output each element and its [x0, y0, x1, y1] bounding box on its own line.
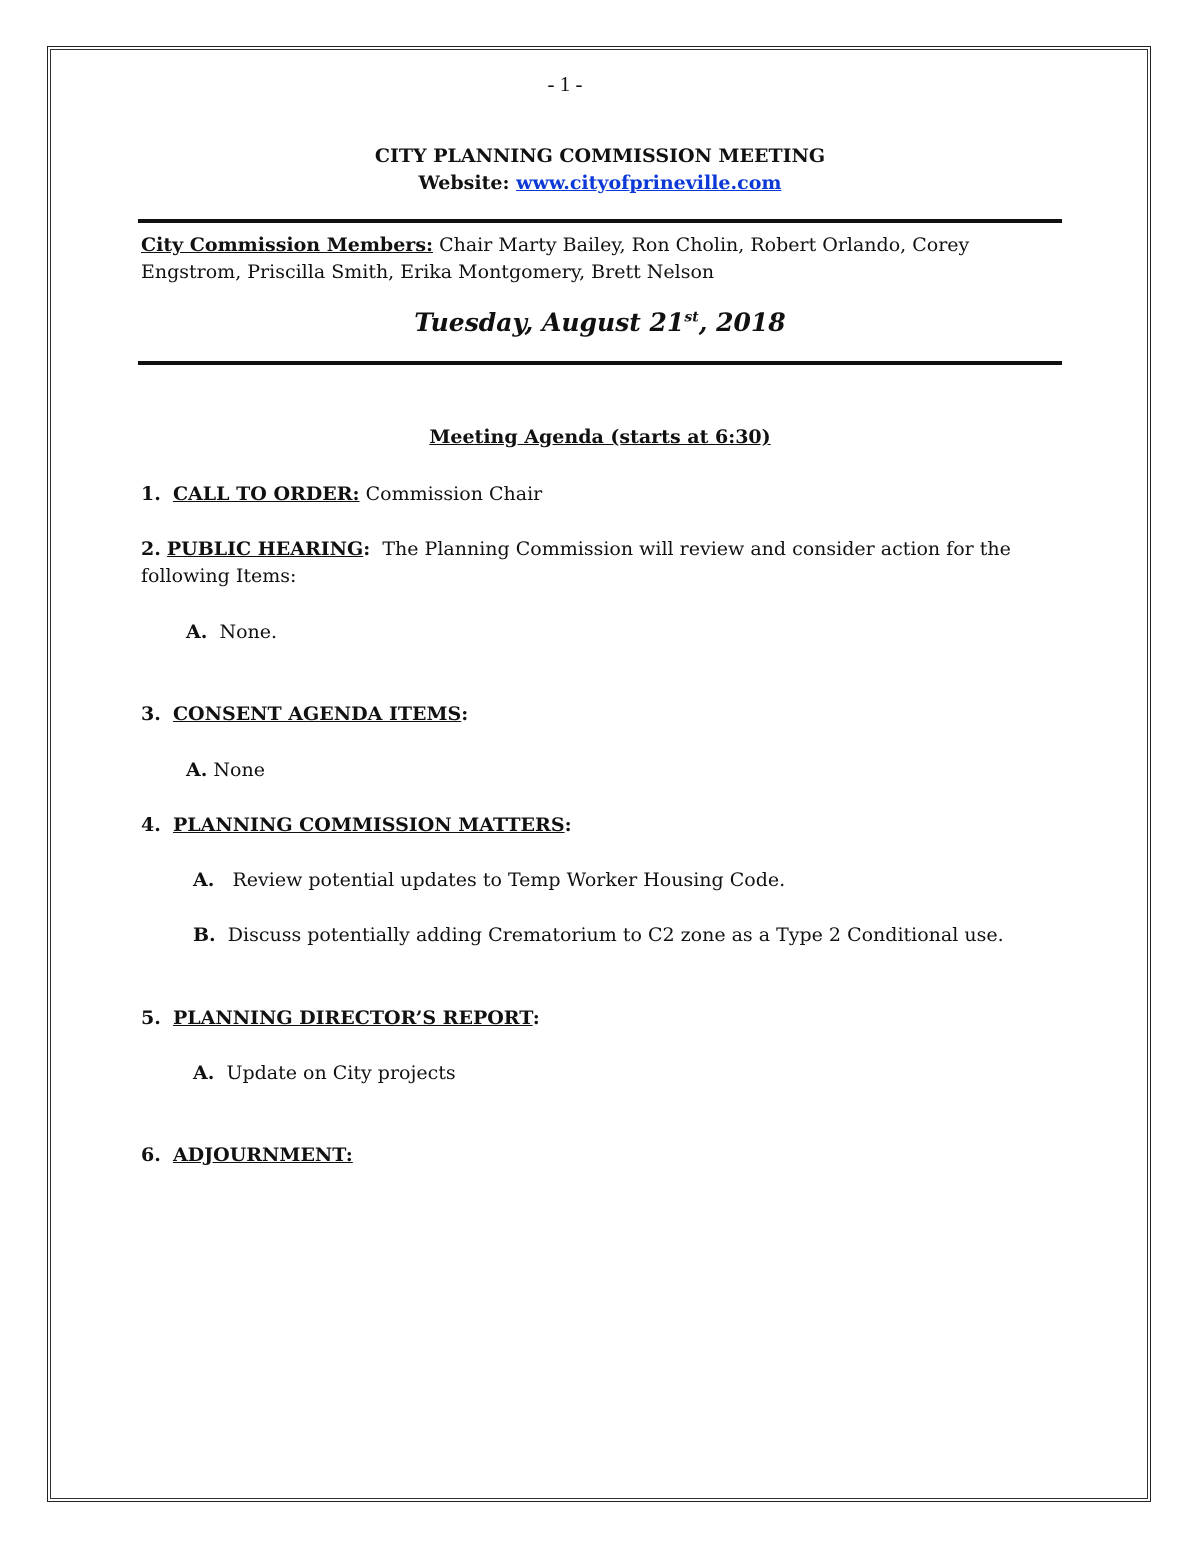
- members-names: Chair Marty Bailey, Ron Cholin, Robert Orlando, Corey Engstrom, Priscilla Smith, Erika Montgomery, Brett Nelson: [141, 234, 970, 283]
- item-number: 6.: [141, 1144, 161, 1166]
- item-title: PUBLIC HEARING: [166, 538, 364, 560]
- subitem-letter: A.: [186, 621, 208, 643]
- item-number: 5.: [141, 1007, 161, 1029]
- date-suffix: st: [684, 309, 699, 326]
- item-title: CALL TO ORDER:: [172, 483, 360, 505]
- agenda-item-2: [141, 536, 1041, 590]
- agenda-item-5: [141, 1005, 540, 1032]
- meeting-date: [0, 308, 1200, 337]
- item-title: ADJOURNMENT:: [172, 1144, 353, 1166]
- subitem-letter: A.: [193, 1062, 215, 1084]
- agenda-item-4: [141, 812, 572, 839]
- website-link[interactable]: www.cityofprineville.com: [516, 172, 782, 194]
- item-title: PLANNING COMMISSION MATTERS: [172, 814, 565, 836]
- item-text: Commission Chair: [365, 483, 543, 505]
- top-divider: [138, 219, 1062, 223]
- agenda-item-2-a: [186, 619, 277, 646]
- item-title-colon: :: [532, 1007, 540, 1029]
- agenda-item-4-b: [193, 922, 1004, 949]
- agenda-heading: Meeting Agenda (starts at 6:30): [429, 426, 771, 448]
- subitem-letter: A.: [193, 869, 215, 891]
- agenda-item-3-a: [186, 757, 265, 784]
- subitem-text: Update on City projects: [226, 1062, 456, 1084]
- agenda-item-3: [141, 701, 468, 728]
- item-text: The Planning Commission will review and consider action for the following Items:: [141, 538, 1011, 587]
- subitem-letter: A.: [186, 759, 208, 781]
- bottom-divider: [138, 361, 1062, 365]
- item-title-colon: :: [461, 703, 469, 725]
- agenda-item-5-a: [193, 1060, 456, 1087]
- date-prefix: Tuesday, August 21: [414, 308, 685, 337]
- item-number: 4.: [141, 814, 161, 836]
- agenda-item-6: [141, 1142, 353, 1169]
- website-label: Website:: [418, 172, 510, 194]
- page-number: - 1 -: [547, 72, 583, 96]
- document-title: CITY PLANNING COMMISSION MEETING: [374, 145, 826, 167]
- agenda-item-1: [141, 481, 542, 508]
- date-year: , 2018: [698, 308, 786, 337]
- commission-members: [141, 232, 1041, 286]
- item-number: 2.: [141, 538, 161, 560]
- item-number: 1.: [141, 483, 161, 505]
- subitem-letter: B.: [193, 924, 216, 946]
- item-title-colon: :: [363, 538, 371, 560]
- members-label: City Commission Members:: [141, 234, 434, 256]
- item-number: 3.: [141, 703, 161, 725]
- subitem-text: Discuss potentially adding Crematorium to C2 zone as a Type 2 Conditional use.: [227, 924, 1004, 946]
- item-title: PLANNING DIRECTOR’S REPORT: [172, 1007, 533, 1029]
- item-title: CONSENT AGENDA ITEMS: [172, 703, 462, 725]
- agenda-item-4-a: [193, 867, 785, 894]
- item-title-colon: :: [564, 814, 572, 836]
- subitem-text: None.: [219, 621, 278, 643]
- website-line: [0, 172, 1200, 194]
- subitem-text: Review potential updates to Temp Worker Housing Code.: [232, 869, 786, 891]
- subitem-text: None: [213, 759, 265, 781]
